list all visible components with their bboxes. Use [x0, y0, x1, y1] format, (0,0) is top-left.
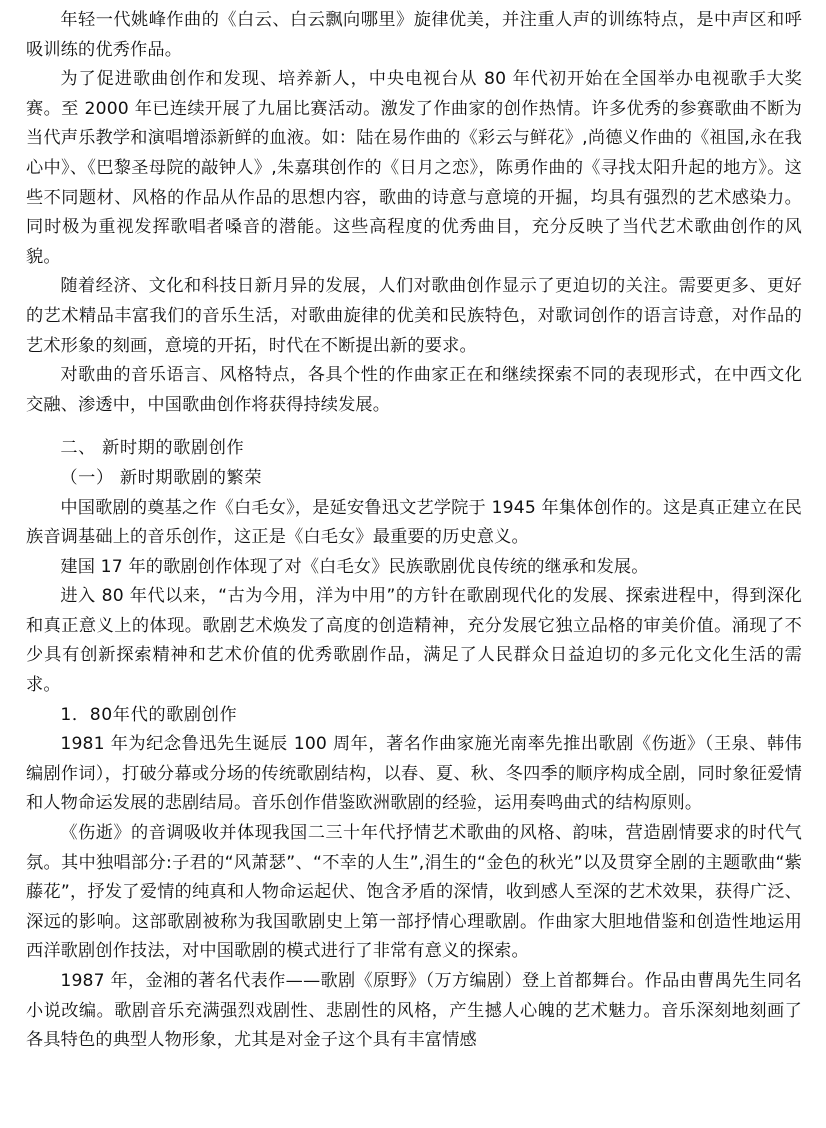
paragraph-shang-shi-1981: 1981 年为纪念鲁迅先生诞辰 100 周年，著名作曲家施光南率先推出歌剧《伤逝》（王泉、韩伟编剧作词），打破分幕或分场的传统歌剧结构，以春、夏、秋、冬四季的顺序构成全剧，同时象征爱情和人物命运发展的悲剧结局。音乐创作借鉴欧洲歌剧的经验，运用奏鸣曲式的结构原则。: [26, 734, 802, 814]
subsubsection-heading: 1．80年代的歌剧创作: [60, 704, 238, 725]
paragraph-exploration: 对歌曲的音乐语言、风格特点，各具个性的作曲家正在和继续探索不同的表现形式，在中西文化交融、渗透中，中国歌曲创作将获得持续发展。: [26, 365, 802, 415]
paragraph-80s-policy: 进入 80 年代以来，“古为今用，洋为中用”的方针在歌剧现代化的发展、探索进程中，得到深化和真正意义上的体现。歌剧艺术焕发了高度的创造精神，充分发展它独立品格的审美价值。涌现了不少具有创新探索精神和艺术价值的优秀歌剧作品，满足了人民群众日益迫切的多元化文化生活的需求。: [26, 586, 802, 696]
paragraph-17-years: 建国 17 年的歌剧创作体现了对《白毛女》民族歌剧优良传统的继承和发展。: [60, 556, 649, 577]
document-page: [26, 6, 802, 1056]
subsection-heading: （一） 新时期歌剧的繁荣: [60, 467, 263, 488]
paragraph-development: 随着经济、文化和科技日新月异的发展，人们对歌曲创作显示了更迫切的关注。需要更多、更好的艺术精品丰富我们的音乐生活，对歌曲旋律的优美和民族特色，对歌词创作的语言诗意，对作品的艺术形象的刻画，意境的开拓，时代在不断提出新的要求。: [26, 276, 802, 356]
section-gap: [26, 420, 802, 434]
paragraph-shang-shi-music: 《伤逝》的音调吸收并体现我国二三十年代抒情艺术歌曲的风格、韵味，营造剧情要求的时代气氛。其中独唱部分:子君的“风萧瑟”、“不幸的人生”,涓生的“金色的秋光”以及贯穿全剧的主题歌曲“紫藤花”，抒发了爱情的纯真和人物命运起伏、饱含矛盾的深情，收到感人至深的艺术效果，获得广泛、深远的影响。这部歌剧被称为我国歌剧史上第一部抒情心理歌剧。作曲家大胆地借鉴和创造性地运用西洋歌剧创作技法，对中国歌剧的模式进行了非常有意义的探索。: [26, 823, 802, 962]
paragraph-yao-feng: 年轻一代姚峰作曲的《白云、白云飘向哪里》旋律优美，并注重人声的训练特点，是中声区和呼吸训练的优秀作品。: [26, 10, 802, 60]
paragraph-white-haired-girl: 中国歌剧的奠基之作《白毛女》，是延安鲁迅文艺学院于 1945 年集体创作的。这是真正建立在民族音调基础上的音乐创作，这正是《白毛女》最重要的历史意义。: [26, 497, 802, 548]
section-heading: 二、 新时期的歌剧创作: [60, 438, 245, 459]
paragraph-yuan-ye-1987: 1987 年，金湘的著名代表作——歌剧《原野》（万方编剧）登上首都舞台。作品由曹禺先生同名小说改编。歌剧音乐充满强烈戏剧性、悲剧性的风格，产生撼人心魄的艺术魅力。音乐深刻地刻画了各具特色的典型人物形象，尤其是对金子这个具有丰富情感: [26, 971, 802, 1051]
paragraph-cctv-contest: 为了促进歌曲创作和发现、培养新人，中央电视台从 80 年代初开始在全国举办电视歌手大奖赛。至 2000 年已连续开展了九届比赛活动。激发了作曲家的创作热情。许多优秀的参赛歌曲不断为当代声乐教学和演唱增添新鲜的血液。如：陆在易作曲的《彩云与鲜花》,尚德义作曲的《祖国,永在我心中》、《巴黎圣母院的敲钟人》,朱嘉琪创作的《日月之恋》，陈勇作曲的《寻找太阳升起的地方》。这些不同题材、风格的作品从作品的思想内容，歌曲的诗意与意境的开掘，均具有强烈的艺术感染力。同时极为重视发挥歌唱者嗓音的潜能。这些高程度的优秀曲目，充分反映了当代艺术歌曲创作的风貌。: [26, 69, 802, 267]
